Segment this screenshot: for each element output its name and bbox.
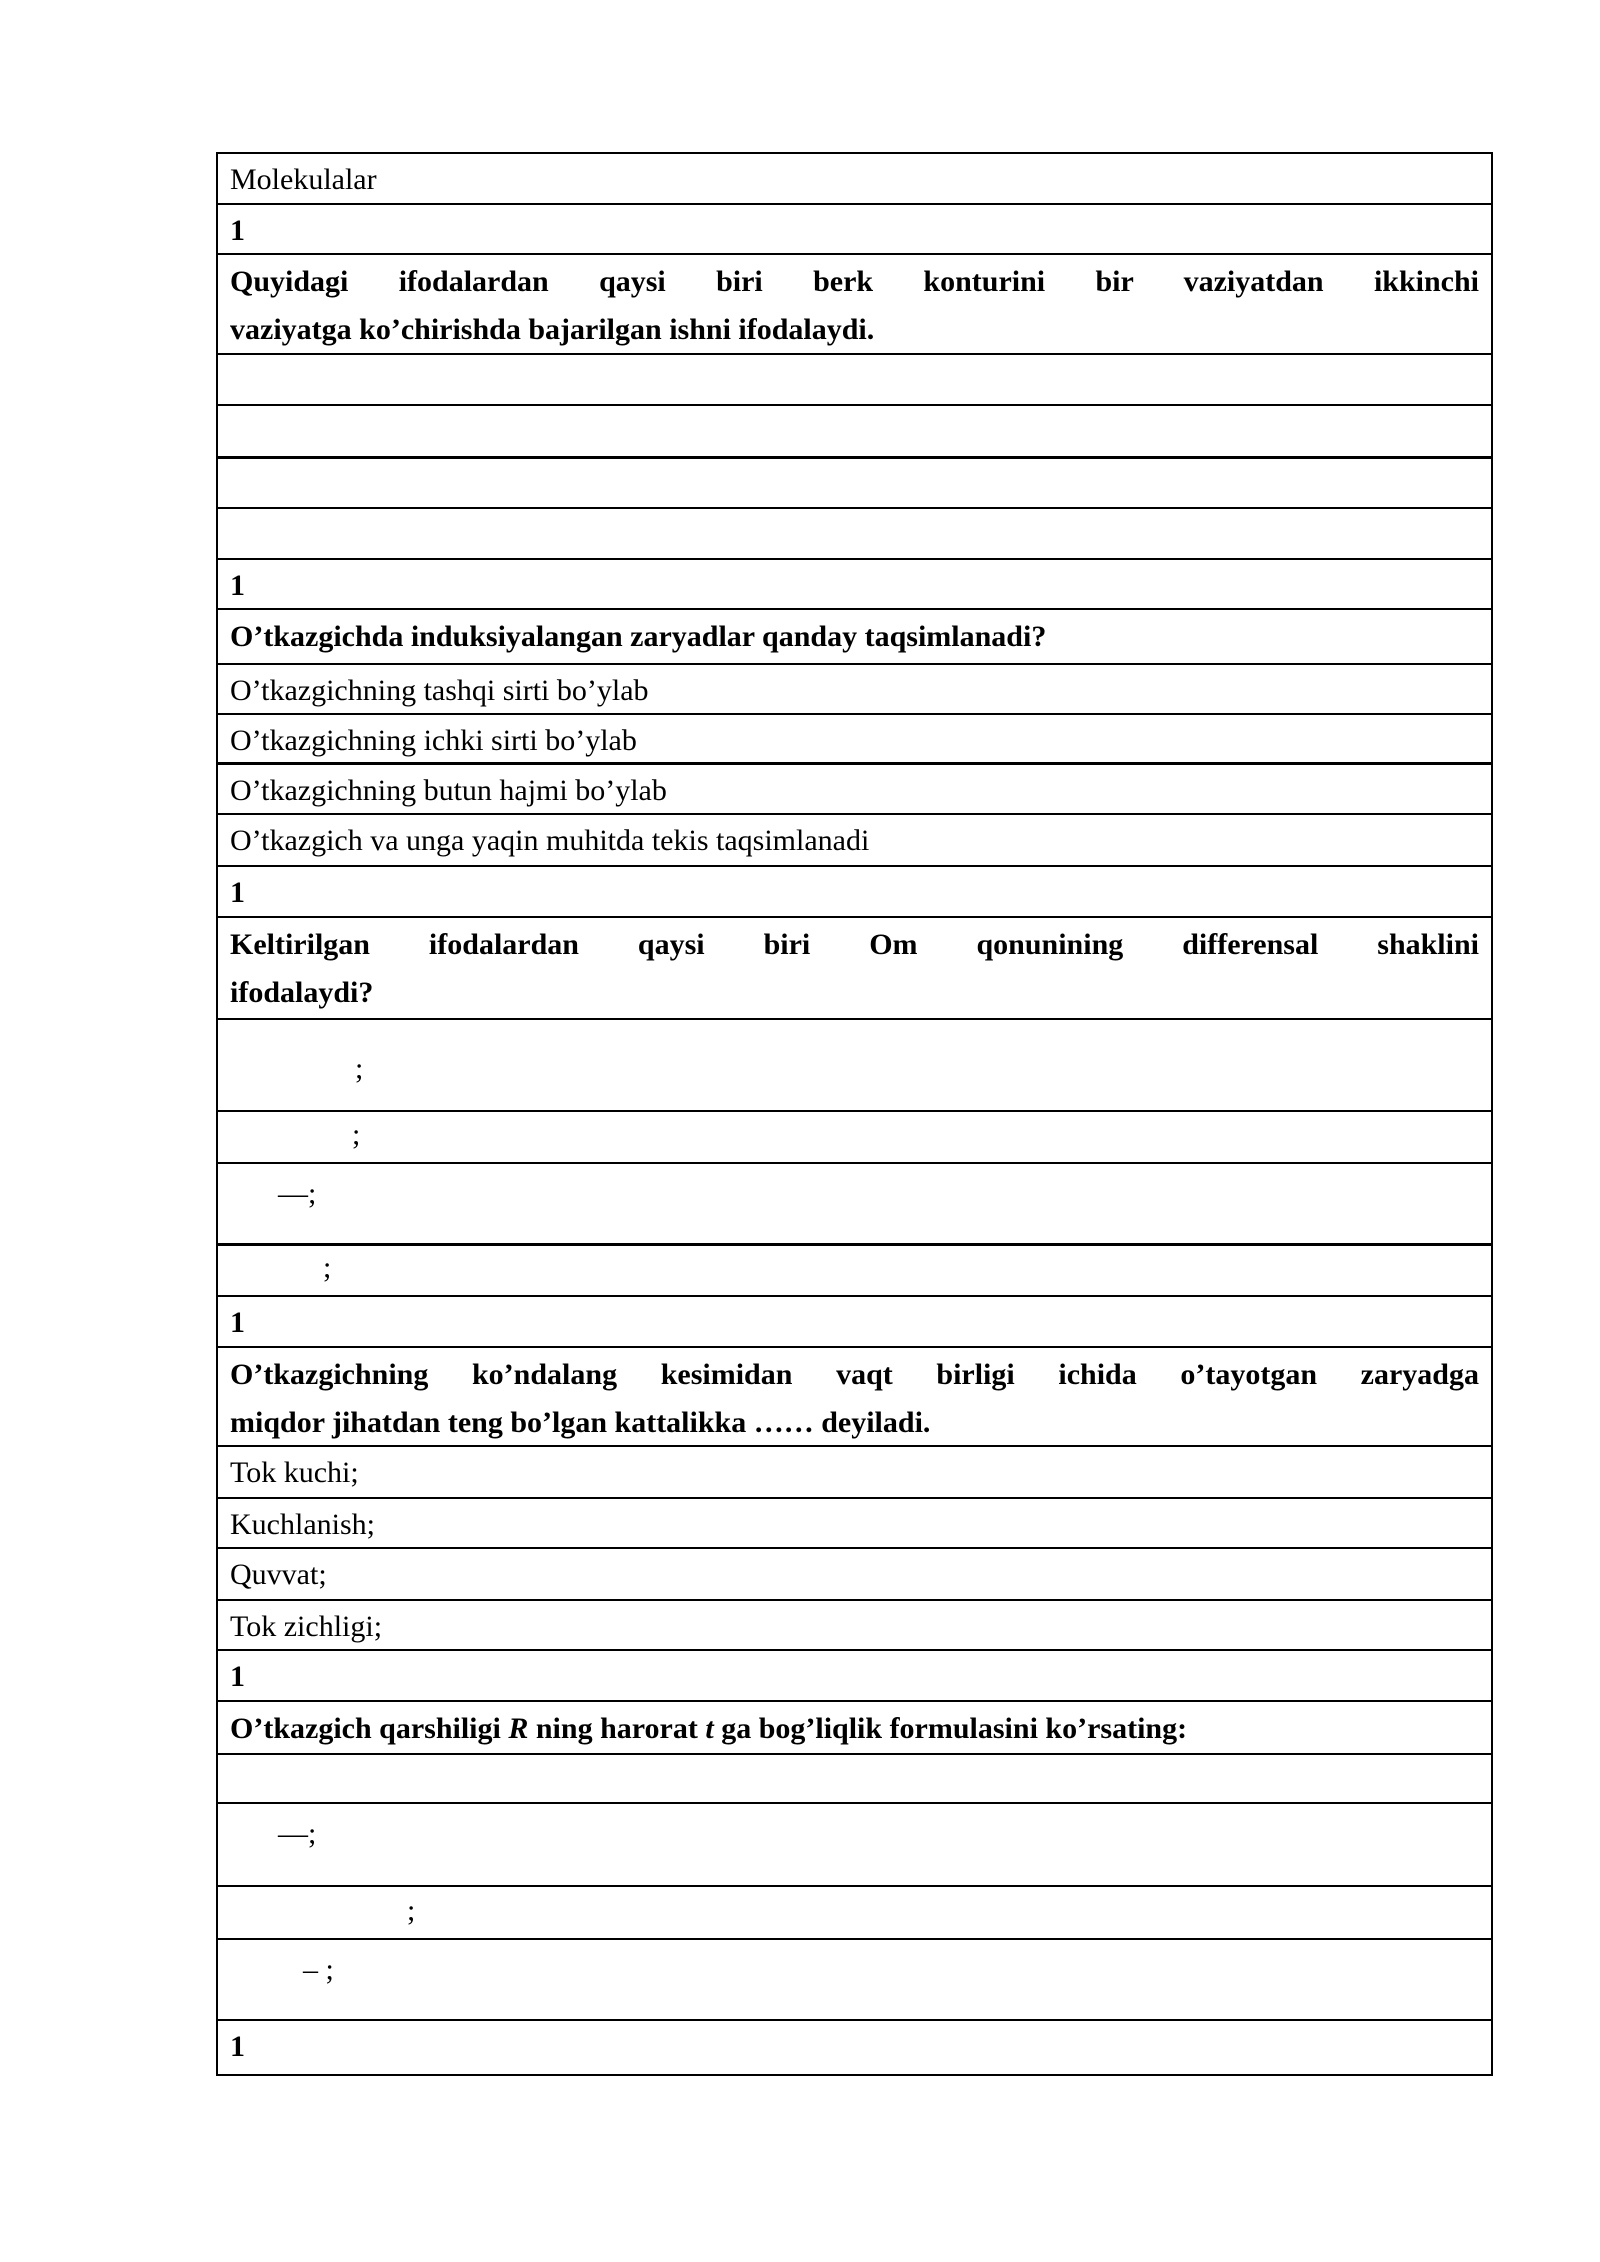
table-row [218,1348,1491,1447]
table-row [218,1804,1491,1887]
table-row [218,1297,1491,1348]
table-row [218,715,1491,765]
formula-remnant: ; [352,1118,361,1151]
table-row [218,867,1491,918]
question-line: vaziyatga ko’chirishda bajarilgan ishni ifodalaydi. [230,313,875,346]
table-row [218,665,1491,715]
question-line: miqdor jihatdan teng bo’lgan kattalikka …… deyiladi. [230,1406,931,1439]
cell-text: Tok kuchi; [230,1456,359,1489]
row-number: 1 [230,1306,245,1339]
row-number: 1 [230,214,245,247]
table-row [218,1549,1491,1601]
table-row [218,1112,1491,1164]
question-text: ning harorat [528,1712,706,1745]
table-row [218,1702,1491,1755]
table-row [218,815,1491,867]
table-row [218,255,1491,355]
question-line: Keltirilgan ifodalardan qaysi biri Om qonunining differensal shaklini [230,928,1479,961]
table-row [218,406,1491,459]
cell-text: O’tkazgichning ichki sirti bo’ylab [230,724,637,757]
variable-symbol: t [705,1712,714,1745]
table-row [218,1246,1491,1297]
table-row [218,1020,1491,1112]
table-row [218,1447,1491,1499]
table-row [218,1940,1491,2021]
table-row [218,154,1491,205]
cell-text: O’tkazgichning butun hajmi bo’ylab [230,774,667,807]
cell-text: Tok zichligi; [230,1610,383,1643]
table-row [218,509,1491,560]
table-row [218,1887,1491,1940]
formula-remnant: —; [278,1177,317,1210]
table-row [218,918,1491,1020]
formula-remnant: ; [355,1052,364,1085]
table-row [218,355,1491,406]
row-number: 1 [230,1660,245,1693]
question-line: O’tkazgichda induksiyalangan zaryadlar qanday taqsimlanadi? [230,620,1047,653]
question-line [230,1705,1479,1753]
table-row [218,765,1491,815]
formula-remnant: – ; [303,1953,334,1986]
table-row [218,1601,1491,1651]
table-row [218,1755,1491,1804]
question-text: O’tkazgich qarshiligi [230,1712,509,1745]
table-row [218,1499,1491,1549]
question-text: ga bog’liqlik formulasini ko’rsating: [713,1712,1188,1745]
row-number: 1 [230,569,245,602]
cell-text: O’tkazgich va unga yaqin muhitda tekis taqsimlanadi [230,824,870,857]
question-line: O’tkazgichning ko’ndalang kesimidan vaqt birligi ichida o’tayotgan zaryadga [230,1358,1479,1391]
cell-text: O’tkazgichning tashqi sirti bo’ylab [230,674,649,707]
question-line: ifodalaydi? [230,976,374,1009]
formula-remnant: ; [407,1894,416,1927]
row-number: 1 [230,2030,245,2063]
table-row [218,560,1491,610]
question-line: Quyidagi ifodalardan qaysi biri berk konturini bir vaziyatdan ikkinchi [230,265,1479,298]
table-row [218,459,1491,509]
cell-text: Quvvat; [230,1558,327,1591]
quiz-table [216,152,1493,2076]
table-row [218,2021,1491,2074]
table-row [218,205,1491,255]
formula-remnant: ; [323,1251,332,1284]
table-row [218,1651,1491,1702]
table-row [218,1164,1491,1246]
row-number: 1 [230,876,245,909]
cell-text: Kuchlanish; [230,1508,375,1541]
cell-text: Molekulalar [230,163,377,196]
variable-symbol: R [508,1712,529,1745]
formula-remnant: —; [278,1817,317,1850]
table-row [218,610,1491,665]
